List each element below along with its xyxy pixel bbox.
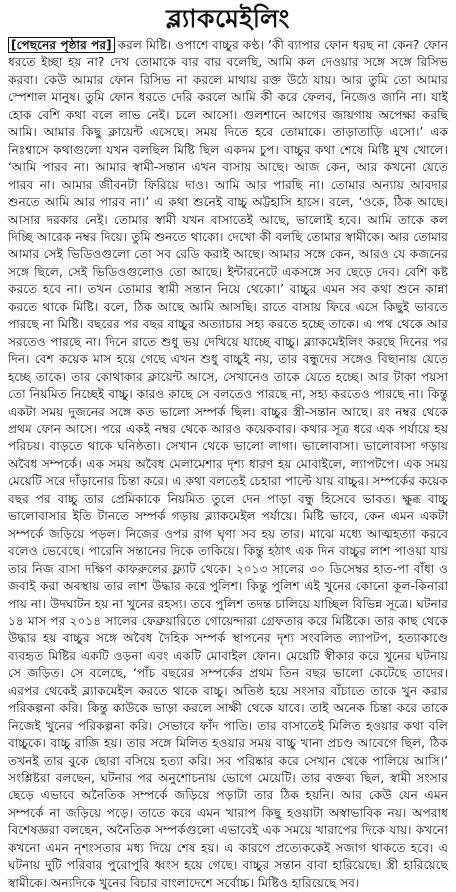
article-headline: ব্ল্যাকমেইলিং bbox=[166, 4, 290, 33]
article-body bbox=[8, 37, 448, 892]
continuation-tag: [পেছনের পৃষ্ঠার পর] bbox=[8, 37, 115, 53]
article-body-text: করল মিষ্টি। ওপাশে বাচ্চুর কণ্ঠ। ‘কী ব্যাপার ফোন ধরছ না কেন? ফোন ধরতে ইচ্ছা হয় না? দেখ তোমাকে বার বার বলেছি, আমি কল দেওয়ার সঙ্গে সঙ্গে রিসিভ করবা। কেউ আমার ফোন রিসিভ না করলে মাথায় রক্ত উঠে যায়। আর তুমি তো আমার স্পেশাল মানুষ। তুমি ফোন ধরতে দেরি করলে আমি কী করে ফেলব, নিজেও জানি না। যাই হোক বেশি কথা বলে লাভ নেই। চলে আসো। গুলশানে আগের জায়গায় অপেক্ষা করছি আমি। আমার কিছু ক্লায়েন্ট এসেছে। সময় দিতে হবে তোমাকে। তাড়াতাড়ি এসো।’ এক নিঃশ্বাসে কথাগুলো যখন বলছিল মিষ্টি ছিল একদম চুপ। বাচ্চুর কথা শেষে মিষ্টি মুখ খোলে। ‘আমি পারব না। আমার স্বামী-সন্তান এখন বাসায় আছে। আজ কেন, আর কখনো যেতে পারব না। আমার জীবনটা ফিরিয়ে দাও। আমি আর পারছি না। তোমার অন্যায় আবদার শুনতে আমি আর পারব না।’ এ কথা শুনেই বাচ্চু অট্টহাসি হাসে। বলে, ‘ওকে, ঠিক আছে। আসার দরকার নেই। তোমার স্বামী যখন বাসাতেই আছে, ভালোই হবে। আমি তাকে কল দিচ্ছি আরেক নম্বর দিয়ে। তুমি শুনতে থাকো। দেখো কী বলছি তোমার স্বামীকে। আর তোমার আমার সেই ভিডিওগুলো তো সব রেডি করাই আছে। আমার সঙ্গে কেন, আরও যে কজনের সঙ্গে ছিলে, সেই ভিডিওগুলোও তো আছে। ইন্টারনেটে একসঙ্গে সব ছেড়ে দেব। বেশি কষ্ট করতে হবে না। তখন তোমার স্বামী সন্তান নিয়ে থেকো।’ বাচ্চুর এমন সব কথা শুনে কান্না করতে থাকে মিষ্টি। বলে, ঠিক আছে আমি আসছি। রাতে বাসায় ফিরে এসে কিছুই ভাবতে পারছে না মিষ্টি। বছরের পর বছর বাচ্চুর অত্যাচার সহ্য করতে হচ্ছে তাকে। এ পথ থেকে আর সরতেও পারছে না। দিনে রাতে শুধু ভয় দেখিয়ে যাচ্ছে বাচ্চু। ব্ল্যাকমেইলিং করছে দিনের পর দিন। বেশ কয়েক মাস হয়ে গেছে এখন শুধু বাচ্চুই নয়, তার বন্ধুদের সঙ্গেও বিছানায় যেতে হচ্ছে তাকে। তার কোথাকার ক্লায়েন্ট আসে, সেখানেও তাকে যেতে হচ্ছে। আর টাকা পয়সা তো নিয়মিত নিচ্ছেই বাচ্চু। কারও কাছে সে বলতেও পারছে না, সহ্য করতেও পারছে না। কিন্তু একটা সময় দুজনের সঙ্গে কত ভালো সম্পর্ক ছিল। বাচ্চুর স্ত্রী-সন্তান আছে। রং নম্বর থেকে প্রথম ফোন আসে। পরে একই নম্বর থেকে আরও কয়েকবার। কথার সূত্র ধরে এক পর্যায়ে হয় পরিচয়। বাড়তে থাকে ঘনিষ্ঠতা। সেখান থেকে ভালো লাগা। ভালোবাসা। ভালোবাসা গড়ায় অবৈধ সম্পর্কে। এক সময় অবৈধ মেলামেশার দৃশ্য ধারণ হয় মোবাইলে, ল্যাপটপে। এক সময় মেয়েটি সরে দাঁড়ানোর চিন্তা করে। এ কথা বলতেই চেহারা পাল্টে যায় বাচ্চুর। সম্পর্কের কয়েক বছর পর বাচ্চু তার প্রেমিকাকে নিয়মিত তুলে দেন পাড়া বন্ধু হিসেবে ভাবত। ক্ষুব্ধ বাচ্চু ভালোবাসার ইতি টানতে সম্পর্ক গড়ায় ব্ল্যাকমেইল পর্যায়ে। মিষ্টি ভাবে, কেন এমন একটা সম্পর্কে জড়িয়ে পড়ল। নিজের ওপর রাগ ঘৃণা সব হয় তার। মাঝে মধ্যে আত্মহত্যা করবে বলেও ভেবেছে। পারেনি সন্তানের দিকে তাকিয়ে। কিন্তু হঠাৎ এক দিন বাচ্চুর লাশ পাওয়া যায় তার নিজ বাসা দক্ষিণ কাফরুলের ফ্ল্যাট থেকে। ২০১৩ সালের ৩০ ডিসেম্বর হাত-পা বাঁধা ও জবাই করা অবস্থায় তার লাশ উদ্ধার করে পুলিশ। কিন্তু পুলিশ এই খুনের কোনো কূল-কিনারা পায় না। উদঘাটন হয় না খুনের রহস্য। তবে পুলিশ তদন্ত চালিয়ে যাচ্ছিল বিভিন্ন সূত্রে। ঘটনার ১৪ মাস পর ২০১৪ সালের ফেব্রুয়ারিতে গোয়েন্দারা গ্রেফতার করে মিষ্টিকে। তার কাছ থেকে উদ্ধার হয় বাচ্চুর সঙ্গে অবৈধ দৈহিক সম্পর্ক স্থাপনের দৃশ্য সংবলিত ল্যাপটপ, হত্যাকাণ্ডে ব্যবহৃত মিষ্টির একটি ওড়না এবং একটি মোবাইল ফোন। মেয়েটি স্বীকার করে খুনের ঘটনায় সে জড়িত। সে বলেছে, ‘পাঁচ বছরের সম্পর্কের প্রথম তিন বছর ভালো কেটেছে তাদের। এরপর থেকেই ব্ল্যাকমেইল করতে থাকে বাচ্চু। অতিষ্ঠ হয়ে সংসার বাঁচাতে তাকে খুন করার পরিকল্পনা করি। কিন্তু কাউকে ভাড়া করলে সাক্ষী থেকে যাবে। তাই অনেক চিন্তা করে তাকে নিজেই খুনের পরিকল্পনা করি। সেভাবে ফাঁদ পাতি। তার বাসাতেই মিলিত হওয়ার কথা বলি বাচ্চুকে। বাচ্চু রাজি হয়। তার সঙ্গে মিলিত হওয়ার সময় বাচ্চু খানা প্রচণ্ড আবেগে ছিল, ঠিক তখনই তার বুকে ছোরা বসিয়ে হত্যা করি। সব পরিষ্কার করে সেখান থেকে পালিয়ে আসি।’ সংশ্লিষ্টরা বলছেন, ঘটনার পর অনুশোচনায় ভোগে মেয়েটি। তার বক্তব্য ছিল, স্বামী সংসার ছেড়ে এভাবে অনৈতিক সম্পর্কে জড়িয়ে পড়াটা তার ঠিক হয়নি। আর কেউ যেন এমন সম্পর্কে না জড়িয়ে পড়ে। তাতে করে এমন খারাপ কিছু হওয়াটা অস্বাভাবিক নয়। অপরাধ বিশেষজ্ঞরা বলছেন, অনৈতিক সম্পর্কগুলো এভাবেই এক সময়ে খারাপের দিকে যায়। কখনো কখনো এমন নৃশংসতার মধ্য দিয়ে শেষ হয়। এ কারণে প্রত্যেককেই সজাগ থাকতে হবে। এ ঘটনায় দুটি পরিবার পুরোপুরি ধ্বংস হয়ে গেছে। বাচ্চুর সন্তান বাবা হারিয়েছে। স্ত্রী হারিয়েছে স্বামীকে। অন্যদিকে খুনের বিচার বাংলাদেশে সর্বোচ্চ। মিষ্টিও হারিয়েছে সব। bbox=[8, 38, 448, 890]
